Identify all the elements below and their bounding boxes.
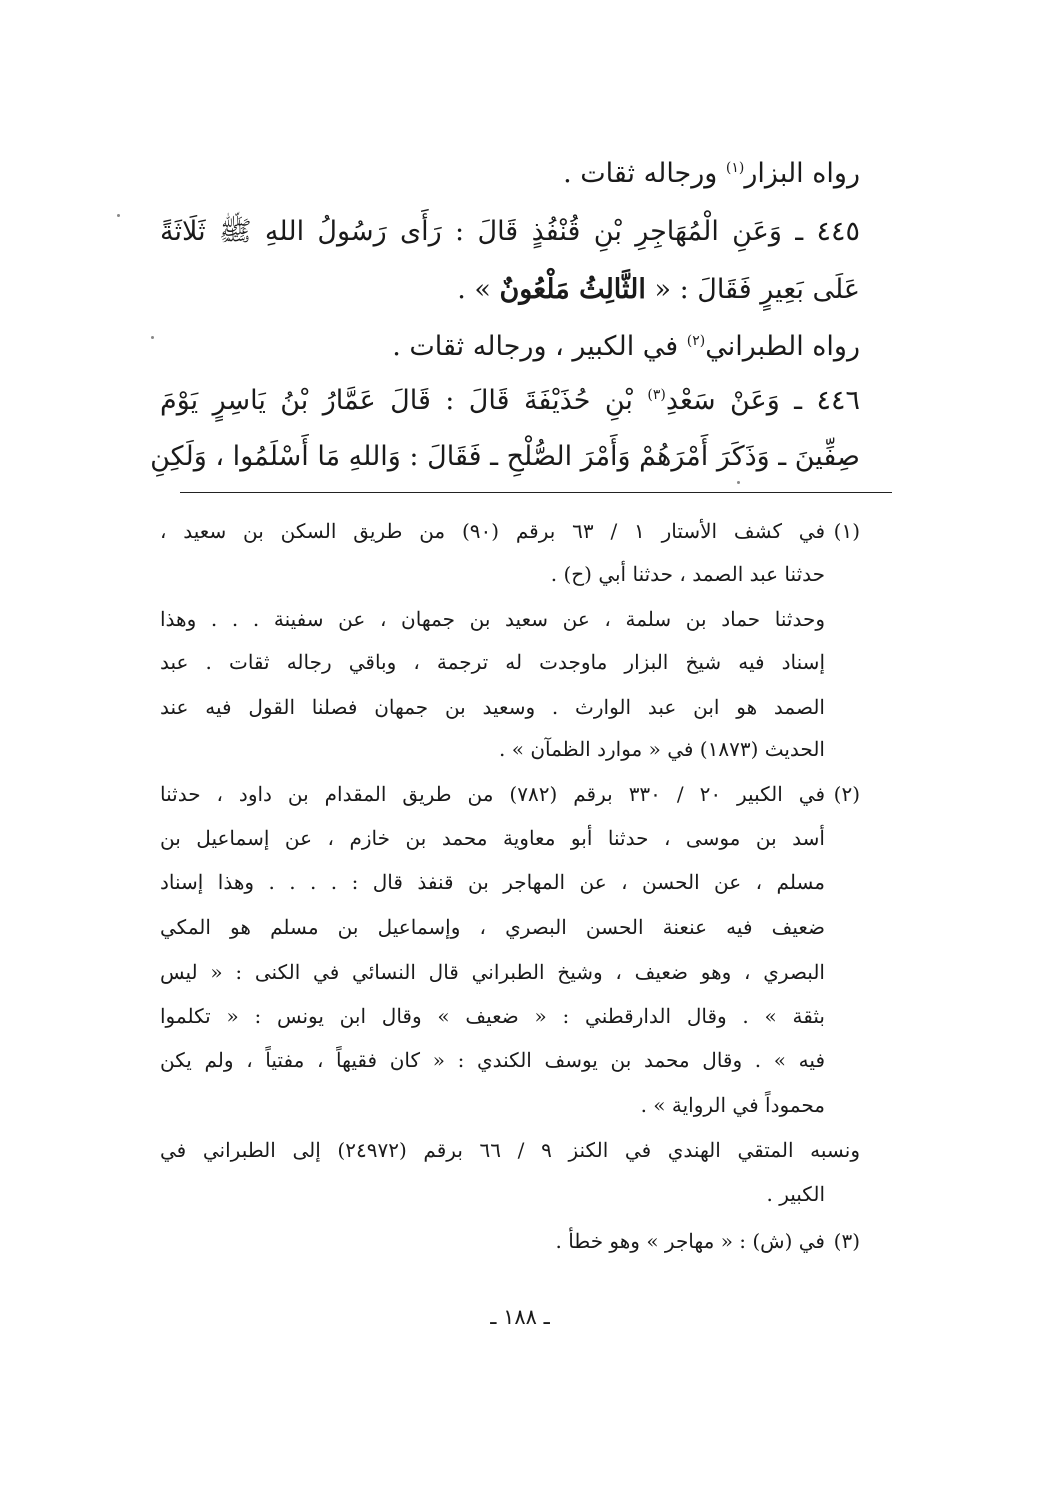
- footnote-ref-2[interactable]: (٢): [686, 333, 706, 349]
- footnote-2-line-2: أسد بن موسى ، حدثنا أبو معاوية محمد بن خازم ، عن إسماعيل بن: [160, 826, 825, 850]
- scan-speck: [151, 336, 154, 339]
- hadith-445-line-2: [160, 270, 860, 310]
- footnote-2-line-8: محموداً في الرواية » .: [640, 1093, 825, 1117]
- footnote-1-line-6: الحديث (١٨٧٣) في « موارد الظمآن » .: [499, 737, 825, 761]
- footnote-2-line-6: بثقة » . وقال الدارقطني : « ضعيف » وقال ابن يونس : « تكلموا: [160, 1004, 825, 1028]
- footnote-2-line-7: فيه » . وقال محمد بن يوسف الكندي : « كان فقيهاً ، مفتياً ، ولم يكن: [160, 1048, 825, 1072]
- footnote-2-line-1: [160, 779, 860, 809]
- footnote-1-line-3: وحدثنا حماد بن سلمة ، عن سعيد بن جمهان ، عن سفينة . . . وهذا: [160, 607, 825, 631]
- hadith-446-text-cont: بْنِ حُذَيْفَةَ قَالَ : قَالَ عَمَّارُ بْنُ يَاسِرٍ يَوْمَ: [160, 385, 648, 416]
- footnote-1-number: (١): [833, 519, 861, 543]
- hadith-445-source-line: [160, 327, 860, 367]
- footnote-1-text: في كشف الأستار ١ / ٦٣ برقم (٩٠) من طريق السكن بن سعيد ،: [160, 519, 826, 543]
- page-number: ـ ١٨٨ ـ: [490, 1305, 550, 1329]
- footnote-3-text: في (ش) : « مهاجر » وهو خطأ .: [555, 1229, 825, 1253]
- hadith-446-line-2: صِفِّينَ ـ وَذَكَرَ أَمْرَهُمْ وَأَمْرَ الصُّلْحِ ـ فَقَالَ : وَاللهِ مَا أَسْلَمُوا ، وَلَكِنِ: [150, 441, 860, 472]
- footnote-ref-1[interactable]: (١): [725, 160, 745, 176]
- scan-speck: [737, 481, 740, 484]
- footnote-2-line-4: ضعيف فيه عنعنة الحسن البصري ، وإسماعيل بن مسلم هو المكي: [160, 915, 825, 939]
- footnote-2-line-10: الكبير .: [766, 1182, 825, 1206]
- source-text-end: في الكبير ، ورجاله ثقات .: [392, 331, 687, 362]
- footnote-1-line-5: الصمد هو ابن عبد الوارث . وسعيد بن جمهان فصلنا القول فيه عند: [160, 695, 825, 719]
- footnote-2-line-5: البصري ، وهو ضعيف ، وشيخ الطبراني قال النسائي في الكنى : « ليس: [160, 960, 825, 984]
- footnote-3-line-1: [160, 1226, 860, 1256]
- hadith-444-source-line: [160, 154, 860, 194]
- source-text-end: ورجاله ثقات .: [563, 158, 726, 189]
- source-text: رواه الطبراني: [705, 331, 860, 362]
- hadith-445-text: عَلَى بَعِيرٍ فَقَالَ : «: [645, 274, 860, 305]
- footnote-2-line-3: مسلم ، عن الحسن ، عن المهاجر بن قنفذ قال : . . . . وهذا إسناد: [160, 870, 825, 894]
- footnote-1-line-4: إسناد فيه شيخ البزار ماوجدت له ترجمة ، وباقي رجاله ثقات . عبد: [160, 650, 825, 674]
- hadith-446-line-1: [160, 381, 860, 421]
- footnote-1-line-2: حدثنا عبد الصمد ، حدثنا أبي (ح) .: [550, 562, 825, 586]
- footnote-ref-3[interactable]: (٣): [647, 387, 666, 403]
- footnote-1-line-1: [160, 516, 860, 546]
- footnote-2-line-9: ونسبه المتقي الهندي في الكنز ٩ / ٦٦ برقم (٢٤٩٧٢) إلى الطبراني في: [160, 1138, 860, 1162]
- hadith-445-quote: الثَّالِثُ مَلْعُونٌ: [499, 274, 646, 305]
- hadith-445-end: » .: [457, 274, 500, 305]
- footnote-3-number: (٣): [833, 1229, 860, 1253]
- hadith-446-text: ٤٤٦ ـ وَعَنْ سَعْدِ: [665, 385, 860, 416]
- hadith-445-line-1: ٤٤٥ ـ وَعَنِ الْمُهَاجِرِ بْنِ قُنْفُذٍ قَالَ : رَأَى رَسُولُ اللهِ ﷺ ثَلَاثَةً: [160, 216, 860, 247]
- scan-speck: [117, 214, 120, 217]
- footnote-2-number: (٢): [833, 782, 861, 806]
- footnote-separator: [180, 492, 892, 493]
- footnote-2-text: في الكبير ٢٠ / ٣٣٠ برقم (٧٨٢) من طريق المقدام بن داود ، حدثنا: [160, 782, 826, 806]
- source-text: رواه البزار: [744, 158, 860, 189]
